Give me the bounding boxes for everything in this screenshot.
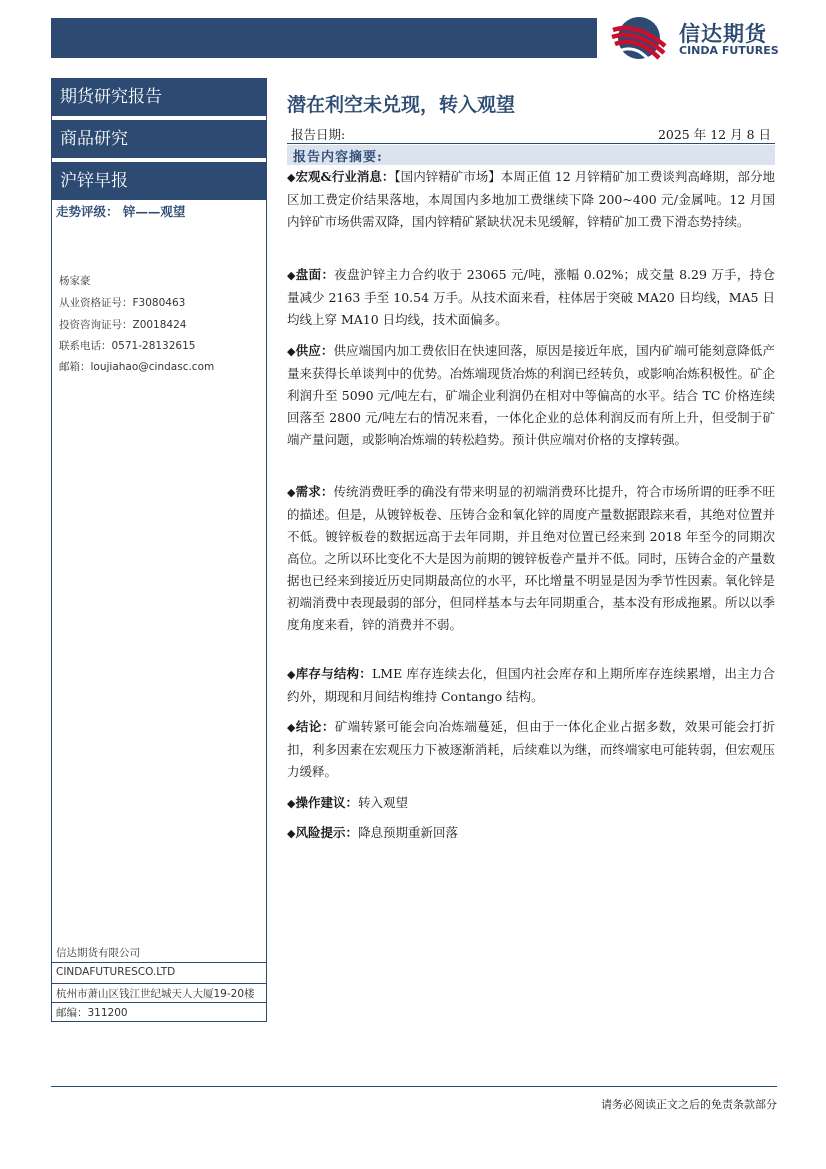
diamond-bullet-icon: ◆ bbox=[287, 721, 296, 734]
footer-disclaimer: 请务必阅读正文之后的免责条款部分 bbox=[601, 1098, 777, 1111]
section-label: 操作建议： bbox=[295, 795, 358, 810]
section-text: 【国内锌精矿市场】本周正值 12 月锌精矿加工费谈判高峰期，部分地区加工费定价结果落地，本周国内多地加工费继续下降 200~400 元/金属吨。12 月国内锌矿市场供需双降，国内锌精矿紧缺状况未见缓解，锌精矿加工费下滑态势持续。 bbox=[287, 169, 775, 229]
logo-cn-text: 信达期货 bbox=[679, 22, 767, 46]
company-divider bbox=[51, 962, 267, 963]
cinda-logo bbox=[607, 16, 807, 60]
section-label: 供应： bbox=[295, 343, 334, 358]
diamond-bullet-icon: ◆ bbox=[287, 171, 296, 184]
section-market bbox=[287, 264, 775, 331]
report-date-value: 2025 年 12 月 8 日 bbox=[657, 127, 771, 142]
logo-en-text: CINDA FUTURES bbox=[679, 44, 779, 57]
section-inventory bbox=[287, 663, 775, 708]
section-text: 夜盘沪锌主力合约收于 23065 元/吨，涨幅 0.02%；成交量 8.29 万手，持仓量减少 2163 手至 10.54 万手。从技术面来看，柱体居于突破 MA20 日均线，MA5 日均线上穿 MA10 日均线，技术面偏多。 bbox=[287, 267, 775, 327]
section-conclusion bbox=[287, 716, 775, 783]
section-demand bbox=[287, 481, 775, 636]
summary-heading: 报告内容摘要: bbox=[293, 150, 383, 165]
section-label: 风险提示： bbox=[295, 825, 358, 840]
diamond-bullet-icon: ◆ bbox=[287, 486, 296, 499]
company-name-en: CINDAFUTURESCO.LTD bbox=[56, 966, 176, 978]
section-advice bbox=[287, 792, 775, 815]
company-postcode: 邮编：311200 bbox=[56, 1007, 128, 1019]
section-text: LME 库存连续去化，但国内社会库存和上期所库存连续累增，出主力合约外，期现和月间结构维持 Contango 结构。 bbox=[287, 666, 775, 704]
section-risk bbox=[287, 822, 775, 845]
diamond-bullet-icon: ◆ bbox=[287, 827, 296, 840]
company-divider bbox=[51, 983, 267, 984]
section-text: 降息预期重新回落 bbox=[357, 825, 458, 840]
header-bar bbox=[51, 18, 597, 58]
sidebar-report-type: 期货研究报告 bbox=[51, 78, 267, 116]
company-divider bbox=[51, 1002, 267, 1003]
sidebar-category: 商品研究 bbox=[51, 120, 267, 158]
section-text: 供应端国内加工费依旧在快速回落，原因是接近年底，国内矿端可能刻意降低产量来获得长单谈判中的优势。冶炼端现货冶炼的利润已经转负，或影响冶炼积极性。矿企利润升至 5090 元/吨左右，矿端企业利润仍在相对中等偏高的水平。结合 TC 价格连续回落至 2800 元/吨左右的情况来看，一体化企业的总体利润反而有所上升，但受制于矿端产量问题，或影响冶炼端的转松趋势。预计供应端对价格的支撑转强。 bbox=[287, 343, 775, 447]
analyst-qualification: 从业资格证号：F3080463 bbox=[59, 297, 186, 309]
diamond-bullet-icon: ◆ bbox=[287, 797, 296, 810]
trend-rating: 走势评级： 锌——观望 bbox=[56, 204, 186, 219]
cinda-logo-mark-icon bbox=[607, 16, 671, 60]
company-address: 杭州市萧山区钱江世纪城天人大厦19-20楼 bbox=[56, 988, 255, 1000]
report-date-row bbox=[287, 121, 775, 144]
section-macro bbox=[287, 166, 775, 233]
section-supply bbox=[287, 340, 775, 451]
analyst-phone: 联系电话：0571-28132615 bbox=[59, 340, 196, 352]
section-label: 需求： bbox=[295, 484, 334, 499]
section-text: 传统消费旺季的确没有带来明显的初端消费环比提升，符合市场所谓的旺季不旺的描述。但是，从镀锌板卷、压铸合金和氧化锌的周度产量数据跟踪来看，其绝对位置并不低。镀锌板卷的数据远高于去年同期，并且绝对位置已经来到 2018 年至今的同期次高位。之所以环比变化不大是因为前期的镀锌板卷产量并不低。同时，压铸合金的产量数据也已经来到接近历史同期最高位的水平，环比增量不明显是因为季节性因素。氧化锌是初端消费中表现最弱的部分，但同样基本与去年同期重合，基本没有形成拖累。所以以季度角度来看，锌的消费并不弱。 bbox=[287, 484, 775, 632]
section-text: 转入观望 bbox=[357, 795, 408, 810]
company-name-cn: 信达期货有限公司 bbox=[56, 947, 140, 959]
analyst-email: 邮箱：loujiahao@cindasc.com bbox=[59, 361, 215, 373]
diamond-bullet-icon: ◆ bbox=[287, 269, 296, 282]
section-label: 库存与结构： bbox=[295, 666, 372, 681]
section-text: 矿端转紧可能会向冶炼端蔓延，但由于一体化企业占据多数，效果可能会打折扣，利多因素在宏观压力下被逐渐消耗，后续难以为继，而终端家电可能转弱，但宏观压力缓释。 bbox=[287, 719, 775, 779]
diamond-bullet-icon: ◆ bbox=[287, 345, 296, 358]
summary-heading-bar bbox=[287, 145, 775, 165]
report-title: 潜在利空未兑现，转入观望 bbox=[287, 94, 516, 116]
diamond-bullet-icon: ◆ bbox=[287, 668, 296, 681]
report-date-label: 报告日期: bbox=[291, 127, 346, 142]
footer-divider bbox=[51, 1086, 777, 1087]
section-label: 宏观&行业消息： bbox=[295, 169, 395, 184]
section-label: 结论： bbox=[295, 719, 335, 734]
analyst-name: 杨家豪 bbox=[59, 275, 91, 287]
sidebar-product: 沪锌早报 bbox=[51, 162, 267, 200]
analyst-consulting-id: 投资咨询证号：Z0018424 bbox=[59, 319, 187, 331]
section-label: 盘面： bbox=[295, 267, 335, 282]
